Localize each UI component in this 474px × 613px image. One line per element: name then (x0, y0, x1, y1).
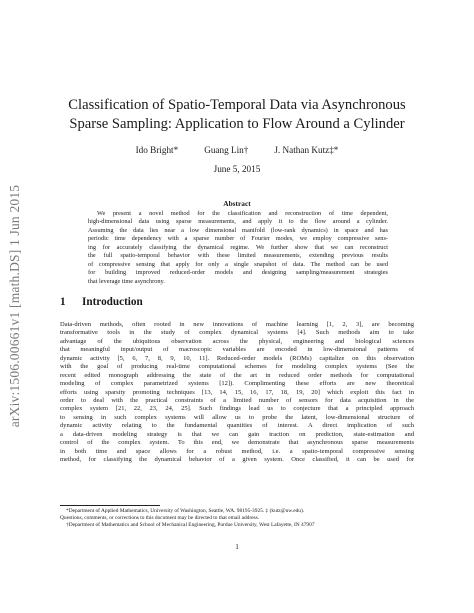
body-line: recent edited monograph addressing the state of the art in reduced order methods for computational (60, 371, 414, 379)
section-title: Introduction (82, 296, 143, 308)
abstract-line: ing for accurately classifying the dynamical regime. We further show that we can reconstruct (88, 243, 388, 251)
author-name: J. Nathan Kutz‡* (274, 145, 339, 155)
body-line: order to deal with the practical constraints of a limited number of sensors for data acquisition in the (60, 396, 414, 404)
publication-date: June 5, 2015 (213, 164, 261, 174)
author-name: Guang Lin† (204, 145, 249, 155)
abstract-line: Assuming the data lies near a low dimensional manifold (low-rank dynamics) in space and has (88, 226, 388, 234)
abstract-line: for building improved reduced-order models and designing sampling/measurement strategies (88, 269, 388, 277)
arxiv-identifier-stamp (4, 150, 26, 462)
section-number: 1 (60, 296, 66, 308)
body-line: in both time and space allows for a robust method, i.e. a spatio-temporal compressive sensing (60, 447, 414, 455)
title-line: Sparse Sampling: Application to Flow Around a Cylinder (69, 116, 405, 132)
body-line: dynamic activity relating to the fundamental quantities of interest. A direct implication of such (60, 422, 414, 430)
body-line: modeling of complex parametrized systems [12]). Complimenting these efforts are new theoretical (60, 380, 414, 388)
page-number: 1 (235, 543, 239, 551)
body-line: complex system [21, 22, 23, 24, 25]. Such findings lead us to conjecture that a principled approach (60, 405, 414, 413)
footnote-rule (60, 505, 160, 506)
abstract-line: that leverage time asynchrony. (88, 277, 165, 285)
abstract-heading: Abstract (223, 199, 251, 208)
body-line: dynamic activity [5, 6, 7, 8, 9, 10, 11]. Reduced-order models (ROMs) capitalize on this observation (60, 354, 414, 362)
body-line: Data-driven methods, often rooted in new innovations of machine learning [1, 2, 3], are becoming (60, 321, 414, 328)
abstract-line: the full spatio-temporal behavior with these limited measurements, extending previous results (88, 252, 388, 260)
section-heading (60, 296, 143, 308)
body-line: advantage of the ubiquitous observation across the physical, engineering and biological sciences (60, 337, 414, 345)
footnote-line: †Department of Mathematics and School of Mechanical Engineering, Purdue University, West Lafayette, IN 47907 (66, 522, 315, 529)
paper-title (60, 96, 414, 134)
abstract-body (88, 210, 388, 286)
introduction-body (60, 321, 414, 464)
arxiv-identifier-text: arXiv:1506.00661v1 [math.DS] 1 Jun 2015 (7, 184, 22, 428)
abstract-line: of compressive sensing that apply for only a single snapshot of data. The method can be used (88, 260, 388, 268)
abstract-line: We present a novel method for the classification and reconstruction of time dependent, (97, 210, 388, 217)
body-line: control of the complex system. To this end, we demonstrate that asynchronous sparse measurements (60, 439, 414, 447)
body-line: to sensing in such complex systems will allow us to probe the latent, low-dimensional structure of (60, 413, 414, 421)
author-list (60, 145, 414, 155)
author-name: Ido Bright* (135, 145, 179, 155)
footnote-line: Questions, comments, or corrections to this document may be directed to that email address. (60, 515, 260, 522)
body-line: that meaningful input/output of macroscopic variables are encoded in low-dimensional patterns of (60, 346, 414, 354)
footnotes (60, 508, 414, 529)
abstract-line: periodic time dependency with a sparse number of Fourier modes, we employ compressive sens- (88, 235, 388, 243)
body-line: with the goal of producing real-time computational schemes for modeling complex systems (See the (60, 363, 414, 371)
body-line: method, for classifying the dynamical behavior of a given system. Once classified, it can be used for (60, 456, 414, 463)
title-line: Classification of Spatio-Temporal Data via Asynchronous (68, 97, 406, 113)
body-line: transformative tools in the study of complex dynamical systems [4]. Such methods aim to take (60, 329, 414, 337)
footnote-line: *Department of Applied Mathematics, University of Washington, Seattle, WA. 98195-3925. ‡ (kutz@uw.edu). (66, 508, 305, 514)
body-line: a data-driven modeling strategy is that we can gain traction on prediction, state-estimation and (60, 430, 414, 438)
body-line: efforts using sparsity promoting techniques [13, 14, 15, 16, 17, 18, 19, 20] which exploit this fact in (60, 388, 414, 396)
abstract-line: high-dimensional data using sparse measurements, and apply it to the flow around a cylinder. (88, 218, 388, 226)
